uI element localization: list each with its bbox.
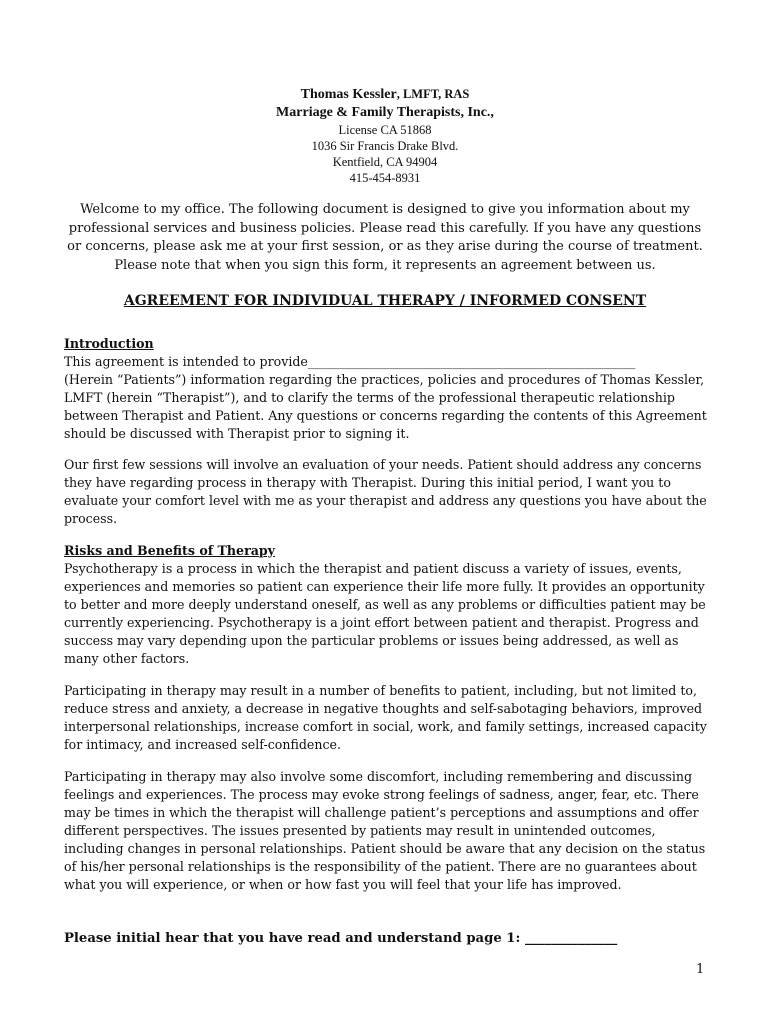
phone-number: 415-454-8931 [349, 171, 421, 185]
introduction-heading: Introduction [64, 336, 154, 351]
therapist-name-line [0, 85, 770, 104]
street-address: 1036 Sir Francis Drake Blvd. [311, 139, 459, 153]
introduction-text: (Herein “Patients”) information regarding the practices, policies and procedures of Thomas Kessler, LMFT (herein “Therapist”), and to clarify the terms of the professional therapeutic relationship between Therapist and Patient. Any questions or concerns regarding the contents of this Agreement should be discussed with Therapist prior to signing it. [64, 372, 707, 441]
page-number: 1 [696, 962, 705, 977]
therapist-name: Thomas Kessler [300, 87, 397, 102]
psychotherapy-paragraph: Psychotherapy is a process in which the therapist and patient discuss a variety of issues, events, experiences and memories so patient can experience their life more fully. It provides an opportunity to better and more deeply understand oneself, as well as any problems or difficulties patient may be currently experiencing. Psychotherapy is a joint effort between patient and therapist. Progress and success may vary depending upon the particular problems or issues being addressed, as well as many other factors. [64, 561, 706, 666]
evaluation-paragraph: Our first few sessions will involve an evaluation of your needs. Patient should address any concerns they have regarding process in therapy with Therapist. During this initial period, I want you to evaluate your comfort level with me as your therapist and address any questions you have about the process. [64, 457, 707, 526]
risks-section [64, 542, 714, 668]
therapist-credentials: , LMFT, RAS [396, 87, 470, 101]
initial-prompt: Please initial hear that you have read and understand page 1: ______________ [64, 931, 618, 946]
introduction-fill-line: This agreement is intended to provide____________________________________________________ [64, 354, 636, 369]
firm-name: Marriage & Family Therapists, Inc., [276, 105, 494, 120]
introduction-section [64, 335, 714, 443]
letterhead [0, 85, 770, 186]
benefits-paragraph: Participating in therapy may result in a number of benefits to patient, including, but not limited to, reduce stress and anxiety, a decrease in negative thoughts and self-sabotaging behaviors, improved interpersonal relationships, increase comfort in social, work, and family settings, increased capacity for intimacy, and increased self-confidence. [64, 683, 707, 752]
discomfort-paragraph: Participating in therapy may also involve some discomfort, including remembering and discussing feelings and experiences. The process may evoke strong feelings of sadness, anger, fear, etc. There may be times in which the therapist will challenge patient’s perceptions and assumptions and offer different perspectives. The issues presented by patients may result in unintended outcomes, including changes in personal relationships. Patient should be aware that any decision on the status of his/her personal relationships is the responsibility of the patient. There are no guarantees about what you will experience, or when or how fast you will feel that your life has improved. [64, 769, 706, 892]
risks-heading: Risks and Benefits of Therapy [64, 543, 275, 558]
document-title: AGREEMENT FOR INDIVIDUAL THERAPY / INFORMED CONSENT [123, 293, 647, 309]
city-address: Kentfield, CA 94904 [332, 155, 438, 169]
license-number: License CA 51868 [338, 123, 432, 137]
welcome-paragraph: Welcome to my office. The following document is designed to give you information about my professional services and business policies. Please read this carefully. If you have any questions or concerns, please ask me at your first session, or as they arise during the course of treatment. Please note that when you sign this form, it represents an agreement between us. [67, 202, 703, 273]
